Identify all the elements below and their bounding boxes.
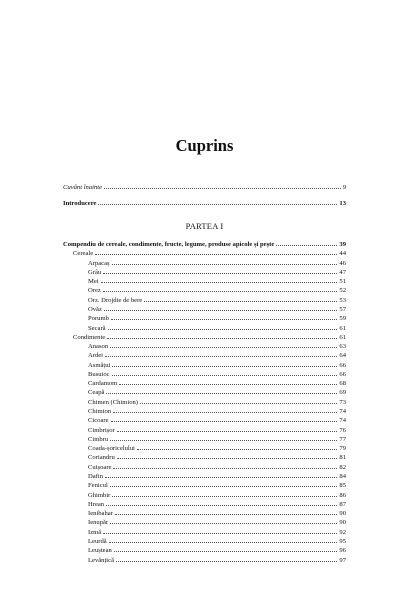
dot-leader <box>103 285 338 292</box>
toc-entry-label: Levănțică <box>88 556 114 564</box>
toc-front-entry[interactable] <box>63 198 346 207</box>
toc-front-entry[interactable] <box>63 182 346 191</box>
toc-item[interactable] <box>88 304 346 313</box>
toc-item[interactable] <box>88 480 346 489</box>
toc-entry-label: Cuișoare <box>88 463 112 471</box>
dot-leader <box>276 239 337 246</box>
toc-item[interactable] <box>88 536 346 545</box>
toc-entry-page: 57 <box>339 305 346 313</box>
toc-item[interactable] <box>88 341 346 350</box>
toc-entry-page: 13 <box>339 200 346 207</box>
toc-entry-page: 44 <box>339 250 346 258</box>
toc-entry-label: Ardei <box>88 352 104 360</box>
toc-entry-label: Grâu <box>88 268 102 276</box>
toc-item[interactable] <box>88 406 346 415</box>
dot-leader <box>110 480 338 487</box>
toc-entry-page: 96 <box>339 547 346 555</box>
toc-entry-page: 69 <box>339 389 346 397</box>
dot-leader <box>107 332 337 339</box>
toc-item[interactable] <box>88 295 346 304</box>
dot-leader <box>104 304 337 311</box>
toc-entry-page: 61 <box>339 324 346 332</box>
toc-entry-label: Hrean <box>88 500 105 508</box>
toc-entry-page: 92 <box>339 528 346 536</box>
dot-leader <box>117 425 338 432</box>
toc-item[interactable] <box>88 276 346 285</box>
dot-leader <box>110 434 337 441</box>
toc-entry-page: 81 <box>339 454 346 462</box>
toc-entry-page: 73 <box>339 398 346 406</box>
toc-entry-page: 97 <box>339 556 346 564</box>
toc-entry-label: Ienupăr <box>88 519 109 527</box>
toc-entry-page: 82 <box>339 463 346 471</box>
dot-leader <box>112 369 338 376</box>
toc-entry-page: 63 <box>339 343 346 351</box>
dot-leader <box>119 378 337 385</box>
toc-entry-page: 74 <box>339 417 346 425</box>
dot-leader <box>110 517 337 524</box>
toc-item[interactable] <box>88 267 346 276</box>
toc-entry-page: 61 <box>339 333 346 341</box>
toc-entry-label: Mei <box>88 278 99 286</box>
dot-leader <box>98 198 337 205</box>
toc-entry-label: Ienibahar <box>88 510 113 518</box>
toc-section-title[interactable] <box>63 239 346 248</box>
toc-entry-page: 66 <box>339 361 346 369</box>
dot-leader <box>137 443 338 450</box>
dot-leader <box>109 536 338 543</box>
dot-leader <box>103 267 337 274</box>
toc-entry-page: 79 <box>339 445 346 453</box>
toc-entry-page: 90 <box>339 519 346 527</box>
dot-leader <box>105 471 337 478</box>
toc-entry-label: Introducere <box>63 200 97 207</box>
toc-entry-label: Chimen (Chimion) <box>88 398 139 406</box>
toc-entry-page: 74 <box>339 408 346 416</box>
toc-entry-page: 53 <box>339 296 346 304</box>
dot-leader <box>110 341 337 348</box>
toc-item[interactable] <box>88 443 346 452</box>
toc-entry-page: 95 <box>339 537 346 545</box>
toc-entry-label: Fenicul <box>88 482 108 490</box>
toc-entry-label: Cimbru <box>88 435 109 443</box>
dot-leader <box>112 360 337 367</box>
toc-entry-label: Orez <box>88 287 101 295</box>
toc-item[interactable] <box>88 350 346 359</box>
toc-item[interactable] <box>88 555 346 564</box>
toc-entry-page: 66 <box>339 370 346 378</box>
toc-entry-label: Porumb <box>88 315 109 323</box>
toc-entry-label: Dafin <box>88 473 104 480</box>
toc-item[interactable] <box>88 378 346 387</box>
toc-entry-label: Coriandru <box>88 454 115 462</box>
toc-item[interactable] <box>88 434 346 443</box>
toc-entry-page: 9 <box>342 184 346 191</box>
toc-group[interactable] <box>73 332 346 341</box>
toc-entry-label: Ovăz <box>88 305 102 313</box>
dot-leader <box>115 508 338 515</box>
toc-entry-page: 51 <box>339 278 346 286</box>
toc-entry-page: 77 <box>339 435 346 443</box>
dot-leader <box>112 258 338 265</box>
dot-leader <box>108 323 338 330</box>
toc-item[interactable] <box>88 499 346 508</box>
toc-entry-label: Coada-șoricelului <box>88 445 135 453</box>
dot-leader <box>112 490 337 497</box>
toc-item[interactable] <box>88 462 346 471</box>
dot-leader <box>114 545 338 552</box>
dot-leader <box>113 406 337 413</box>
toc-entry-page: 84 <box>339 473 346 480</box>
toc-item[interactable] <box>88 508 346 517</box>
toc-item[interactable] <box>88 517 346 526</box>
dot-leader <box>111 313 338 320</box>
toc-item[interactable] <box>88 452 346 461</box>
toc-entry-page: 85 <box>339 482 346 490</box>
toc-item[interactable] <box>88 425 346 434</box>
toc-entry-label: Cicoare <box>88 417 109 425</box>
toc-entry-label: Cereale <box>73 250 94 258</box>
page-title: Cuprins <box>175 136 234 155</box>
toc-entry-page: 76 <box>339 426 346 434</box>
dot-leader <box>101 276 338 283</box>
toc-entry-label: Leuștean <box>88 547 112 555</box>
dot-leader <box>144 295 337 302</box>
toc-entry-page: 47 <box>339 268 346 276</box>
dot-leader <box>140 397 337 404</box>
dot-leader <box>113 462 337 469</box>
toc-item[interactable] <box>88 545 346 554</box>
dot-leader <box>95 248 337 255</box>
toc-entry-label: Cardamom <box>88 380 118 388</box>
toc-entry-label: Condimente <box>73 333 106 341</box>
part-title: PARTEA I <box>185 221 224 231</box>
toc-entry-label: Busuioc <box>88 370 110 378</box>
toc-entry-label: Cuvânt înainte <box>63 184 103 191</box>
dot-leader <box>103 527 337 534</box>
toc-group[interactable] <box>73 248 346 257</box>
toc-item[interactable] <box>88 360 346 369</box>
toc-item[interactable] <box>88 313 346 322</box>
toc-item[interactable] <box>88 323 346 332</box>
dot-leader <box>106 499 337 506</box>
toc-entry-label: Izmă <box>88 528 102 536</box>
toc-entry-label: Orz. Drojdie de bere <box>88 296 143 304</box>
toc-item[interactable] <box>88 369 346 378</box>
toc-entry-page: 64 <box>339 352 346 360</box>
dot-leader <box>104 182 341 189</box>
toc-item[interactable] <box>88 415 346 424</box>
toc-item[interactable] <box>88 258 346 267</box>
toc-entry-label: Cimbrișor <box>88 426 115 434</box>
toc-entry-page: 52 <box>339 287 346 295</box>
toc-entry-page: 59 <box>339 315 346 323</box>
toc-entry-page: 87 <box>339 500 346 508</box>
toc-entry-label: Compendiu de cereale, condimente, fructe, legume, produse apicole și pește <box>63 241 275 248</box>
dot-leader <box>105 350 337 357</box>
toc-item[interactable] <box>88 285 346 294</box>
toc-item[interactable] <box>88 490 346 499</box>
toc-item[interactable] <box>88 387 346 396</box>
toc-item[interactable] <box>88 527 346 536</box>
toc-entry-label: Anason <box>88 343 109 351</box>
dot-leader <box>106 387 337 394</box>
toc-entry-page: 90 <box>339 510 346 518</box>
dot-leader <box>116 555 337 562</box>
dot-leader <box>117 452 338 459</box>
toc-entry-label: Chimion <box>88 408 112 416</box>
toc-item[interactable] <box>88 397 346 406</box>
dot-leader <box>111 415 338 422</box>
toc-entry-label: Leurdă <box>88 537 107 545</box>
toc-entry-label: Arpacaș <box>88 259 110 267</box>
toc-entry-page: 39 <box>339 241 346 248</box>
toc-item[interactable] <box>88 471 346 480</box>
toc-entry-label: Ghimbir <box>88 491 111 499</box>
toc-entry-page: 68 <box>339 380 346 388</box>
toc-entry-page: 46 <box>339 259 346 267</box>
toc-entry-label: Secară <box>88 324 106 332</box>
toc-entry-label: Ceapă <box>88 389 105 397</box>
toc-entry-label: Asmățui <box>88 361 111 369</box>
toc-entry-page: 86 <box>339 491 346 499</box>
